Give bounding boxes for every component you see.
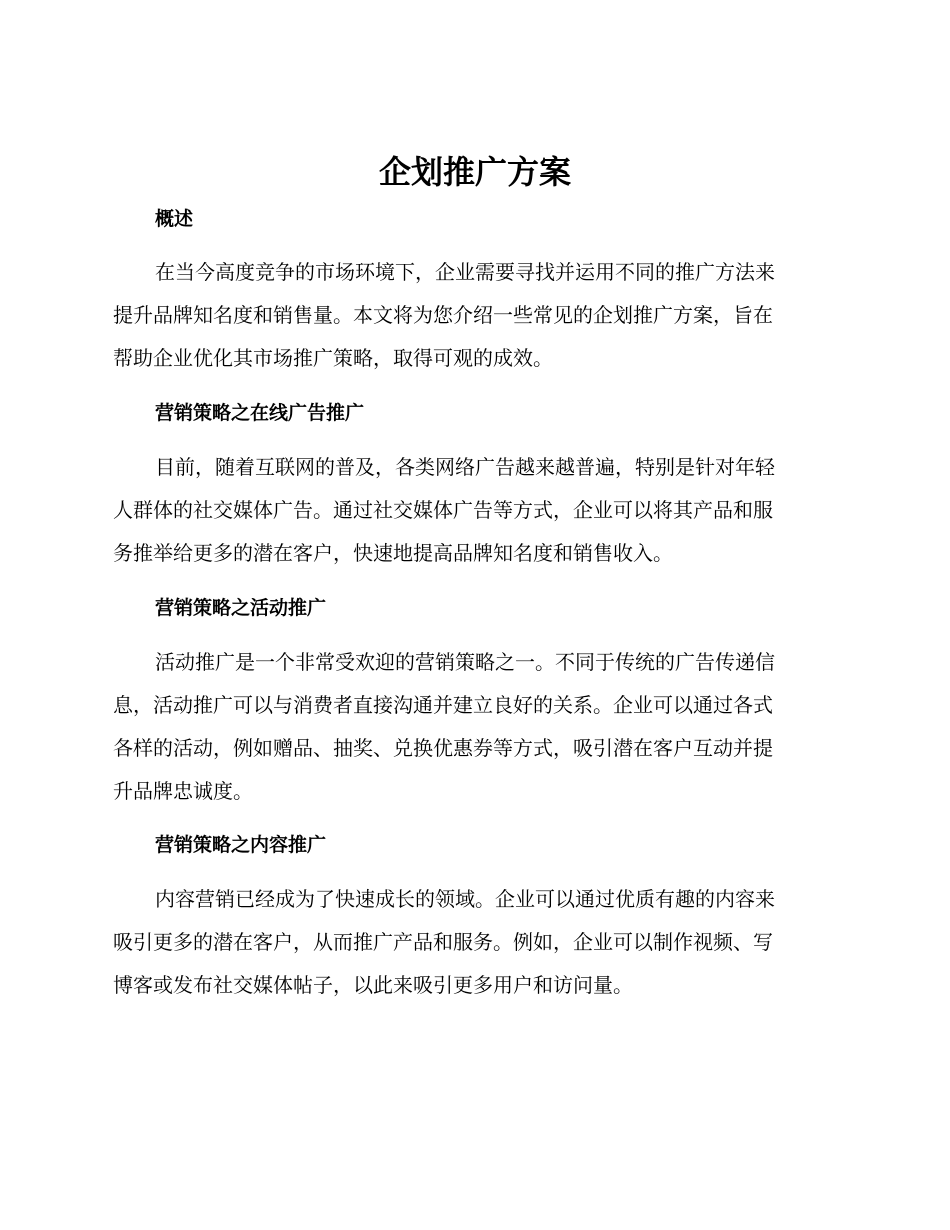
paragraph-line: 人群体的社交媒体广告。通过社交媒体广告等方式，企业可以将其产品和服 <box>113 498 773 522</box>
paragraph-line: 活动推广是一个非常受欢迎的营销策略之一。不同于传统的广告传递信 <box>155 650 775 674</box>
paragraph-line: 在当今高度竞争的市场环境下，企业需要寻找并运用不同的推广方法来 <box>155 260 775 284</box>
paragraph-line: 各样的活动，例如赠品、抽奖、兑换优惠券等方式，吸引潜在客户互动并提 <box>113 736 773 760</box>
paragraph-line: 息，活动推广可以与消费者直接沟通并建立良好的关系。企业可以通过各式 <box>113 693 773 717</box>
paragraph-line: 吸引更多的潜在客户，从而推广产品和服务。例如，企业可以制作视频、写 <box>113 930 773 954</box>
paragraph-line: 帮助企业优化其市场推广策略，取得可观的成效。 <box>113 346 553 370</box>
section-paragraph-content-promotion <box>113 878 837 1007</box>
paragraph-line: 务推举给更多的潜在客户，快速地提高品牌知名度和销售收入。 <box>113 541 673 565</box>
document-title: 企划推广方案 <box>378 153 571 191</box>
section-paragraph-event-promotion <box>113 641 837 813</box>
section-heading-content-promotion: 营销策略之内容推广 <box>155 834 327 856</box>
paragraph-line: 内容营销已经成为了快速成长的领域。企业可以通过优质有趣的内容来 <box>155 887 775 911</box>
paragraph-line: 提升品牌知名度和销售量。本文将为您介绍一些常见的企划推广方案，旨在 <box>113 303 773 327</box>
section-heading-overview: 概述 <box>155 208 194 230</box>
section-heading-online-ads: 营销策略之在线广告推广 <box>155 402 365 424</box>
section-paragraph-overview <box>113 251 837 380</box>
section-paragraph-online-ads <box>113 446 837 575</box>
paragraph-line: 博客或发布社交媒体帖子，以此来吸引更多用户和访问量。 <box>113 973 633 997</box>
paragraph-line: 目前，随着互联网的普及，各类网络广告越来越普遍，特别是针对年轻 <box>155 455 775 479</box>
section-heading-event-promotion: 营销策略之活动推广 <box>155 597 327 619</box>
paragraph-line: 升品牌忠诚度。 <box>113 779 253 803</box>
